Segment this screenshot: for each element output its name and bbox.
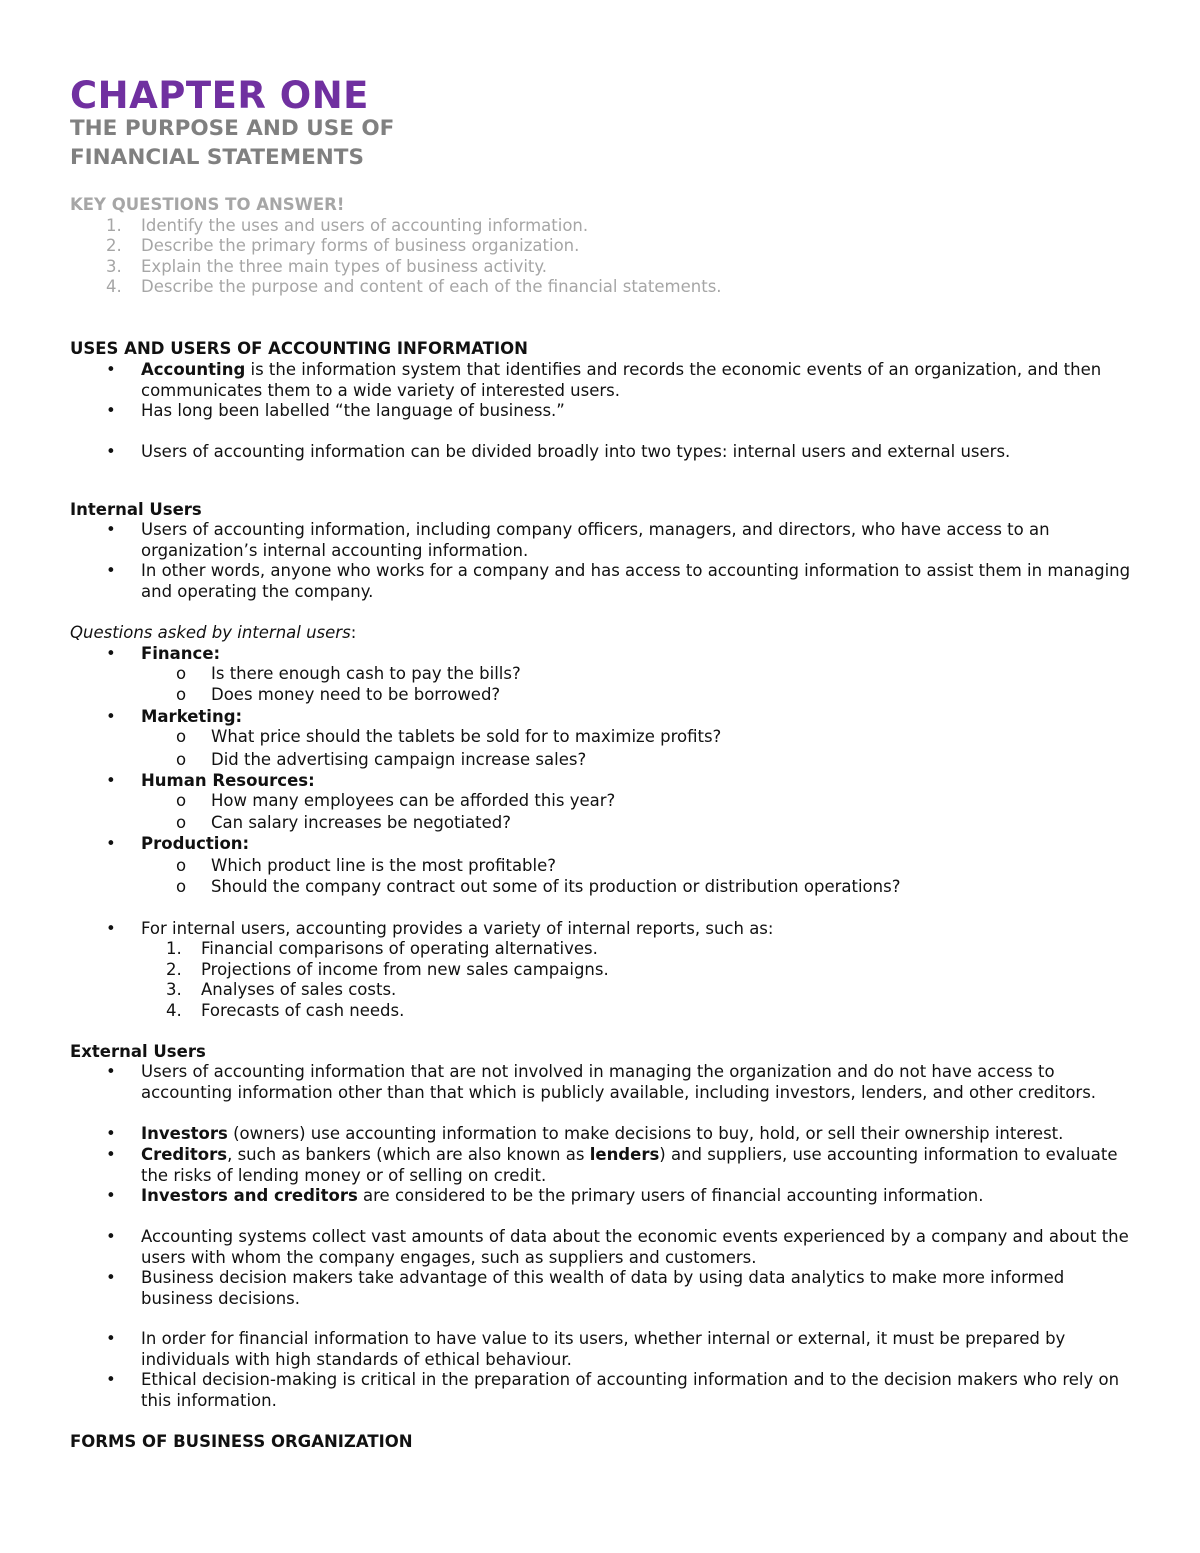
bullet: • (106, 401, 116, 420)
bullet: • (106, 1329, 116, 1348)
kq-item: Explain the three main types of business activity. (141, 257, 548, 276)
category-finance: Finance: (141, 644, 221, 663)
question-item: Which product line is the most profitable? (211, 856, 557, 875)
bullet: • (106, 834, 116, 853)
bullet: • (106, 1268, 116, 1287)
subtitle-line-2: FINANCIAL STATEMENTS (70, 145, 364, 170)
sub-bullet: o (176, 664, 187, 683)
bullet: • (106, 360, 116, 379)
question-item: Should the company contract out some of its production or distribution operations? (211, 877, 901, 896)
kq-number: 4. (106, 277, 122, 296)
internal-bullet-1: Users of accounting information, including company officers, managers, and directors, who have access to an organization’s internal accounting information. (141, 520, 1050, 560)
bullet: • (106, 1124, 116, 1143)
question-item: Does money need to be borrowed? (211, 685, 501, 704)
section-heading-external: External Users (70, 1042, 206, 1061)
chapter-title: CHAPTER ONE (70, 74, 369, 117)
bullet: • (106, 442, 116, 461)
section-heading-forms: FORMS OF BUSINESS ORGANIZATION (70, 1432, 413, 1451)
bullet: • (106, 561, 116, 580)
term-accounting: Accounting (141, 360, 246, 379)
external-bullet-2 (141, 1124, 1141, 1145)
questions-colon: : (350, 623, 357, 642)
term-investors-and-creditors: Investors and creditors (141, 1186, 358, 1205)
bullet: • (106, 644, 116, 663)
report-number: 4. (166, 1001, 182, 1020)
chapter-subtitle (70, 114, 394, 172)
kq-number: 2. (106, 236, 122, 255)
section-heading-internal: Internal Users (70, 500, 202, 519)
bullet: • (106, 771, 116, 790)
external-bullet-3 (141, 1145, 1141, 1186)
sub-bullet: o (176, 685, 187, 704)
bullet: • (106, 1370, 116, 1389)
kq-item: Describe the primary forms of business organization. (141, 236, 580, 255)
bullet: • (106, 1145, 116, 1164)
kq-number: 1. (106, 216, 122, 235)
category-marketing: Marketing: (141, 707, 243, 726)
report-item: Analyses of sales costs. (201, 980, 397, 999)
uses-bullet-2: Has long been labelled “the language of business.” (141, 401, 565, 420)
external-bullet-4-text: are considered to be the primary users of financial accounting information. (357, 1186, 984, 1205)
report-item: Projections of income from new sales campaigns. (201, 960, 609, 979)
bullet: • (106, 1227, 116, 1246)
uses-bullet-3: Users of accounting information can be divided broadly into two types: internal users and external users. (141, 442, 1011, 461)
section-heading-uses: USES AND USERS OF ACCOUNTING INFORMATION (70, 339, 528, 358)
category-production: Production: (141, 834, 250, 853)
uses-bullet-1 (141, 360, 1141, 401)
question-item: Is there enough cash to pay the bills? (211, 664, 521, 683)
question-item: Can salary increases be negotiated? (211, 813, 511, 832)
questions-intro (70, 623, 356, 644)
external-bullet-5: Accounting systems collect vast amounts of data about the economic events experienced by a company and about the users with whom the company engages, such as suppliers and customers. (141, 1227, 1129, 1267)
key-questions-heading: KEY QUESTIONS TO ANSWER! (70, 195, 345, 214)
term-investors: Investors (141, 1124, 228, 1143)
sub-bullet: o (176, 750, 187, 769)
kq-number: 3. (106, 257, 122, 276)
term-lenders: lenders (589, 1145, 660, 1164)
term-creditors: Creditors (141, 1145, 228, 1164)
report-item: Forecasts of cash needs. (201, 1001, 405, 1020)
subtitle-line-1: THE PURPOSE AND USE OF (70, 116, 395, 141)
external-bullet-3-text: , such as bankers (which are also known as (227, 1145, 590, 1164)
report-number: 1. (166, 939, 182, 958)
external-bullet-3-text-end: ) and suppliers, use accounting information to evaluate the risks of lending money or of selling on credit. (141, 1145, 1118, 1185)
external-bullet-8: Ethical decision-making is critical in the preparation of accounting information and to the decision makers who rely on this information. (141, 1370, 1120, 1410)
external-bullet-4 (141, 1186, 1141, 1207)
internal-reports-intro: For internal users, accounting provides a variety of internal reports, such as: (141, 919, 774, 938)
internal-bullet-2: In other words, anyone who works for a company and has access to accounting information to assist them in managing and operating the company. (141, 561, 1131, 601)
sub-bullet: o (176, 727, 187, 746)
report-number: 2. (166, 960, 182, 979)
report-number: 3. (166, 980, 182, 999)
external-bullet-2-text: (owners) use accounting information to make decisions to buy, hold, or sell their ownership interest. (227, 1124, 1064, 1143)
bullet: • (106, 919, 116, 938)
sub-bullet: o (176, 856, 187, 875)
bullet: • (106, 520, 116, 539)
bullet: • (106, 707, 116, 726)
uses-bullet-1-text: is the information system that identifies and records the economic events of an organization, and then communicates them to a wide variety of interested users. (141, 360, 1102, 400)
sub-bullet: o (176, 791, 187, 810)
kq-item: Describe the purpose and content of each of the financial statements. (141, 277, 722, 296)
kq-item: Identify the uses and users of accounting information. (141, 216, 589, 235)
report-item: Financial comparisons of operating alternatives. (201, 939, 598, 958)
category-human-resources: Human Resources: (141, 771, 315, 790)
bullet: • (106, 1186, 116, 1205)
question-item: How many employees can be afforded this year? (211, 791, 616, 810)
sub-bullet: o (176, 877, 187, 896)
bullet: • (106, 1062, 116, 1081)
external-bullet-7: In order for financial information to have value to its users, whether internal or external, it must be prepared by individuals with high standards of ethical behaviour. (141, 1329, 1066, 1369)
question-item: Did the advertising campaign increase sales? (211, 750, 587, 769)
sub-bullet: o (176, 813, 187, 832)
external-bullet-1: Users of accounting information that are not involved in managing the organization and do not have access to accounting information other than that which is publicly available, including investors, lenders, and other creditors. (141, 1062, 1097, 1102)
external-bullet-6: Business decision makers take advantage of this wealth of data by using data analytics to make more informed business decisions. (141, 1268, 1065, 1308)
questions-label: Questions asked by internal users (70, 623, 351, 642)
question-item: What price should the tablets be sold for to maximize profits? (211, 727, 722, 746)
